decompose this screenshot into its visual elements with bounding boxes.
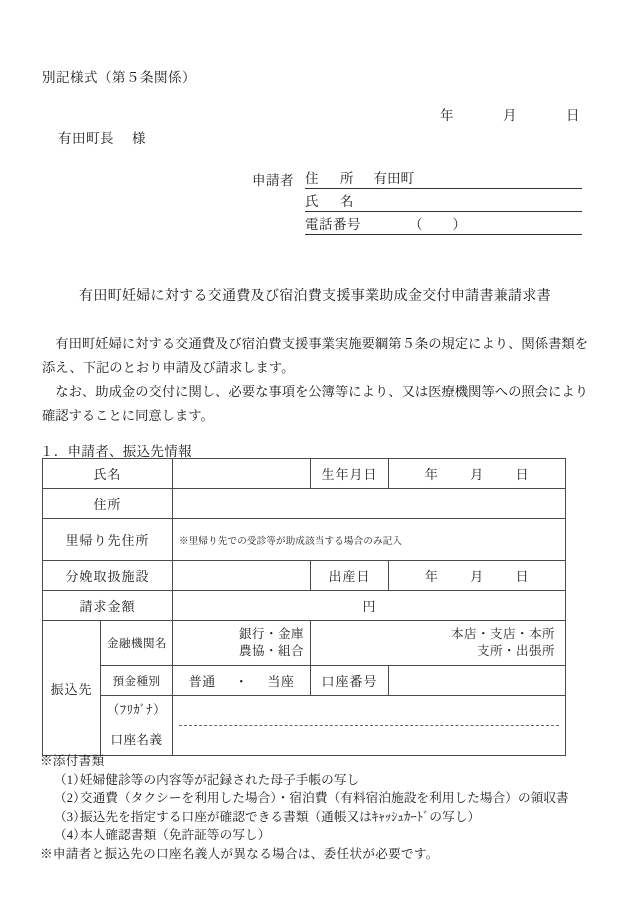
cell-account-holder-labels bbox=[101, 696, 173, 756]
applicant-label: 申請者 bbox=[252, 173, 294, 188]
applicant-address-row bbox=[305, 166, 582, 189]
date-year-label: 年 bbox=[440, 108, 454, 123]
cell-birth-label: 生年月日 bbox=[311, 459, 389, 489]
birthdate-month-label: 月 bbox=[470, 569, 484, 584]
applicant-tel-row bbox=[305, 212, 582, 235]
attachments-footnote: ※申請者と振込先の口座名義人が異なる場合は、委任状が必要です。 bbox=[40, 846, 439, 861]
date-month-label: 月 bbox=[503, 108, 517, 123]
furigana-value[interactable] bbox=[179, 696, 559, 726]
cell-account-number-label: 口座番号 bbox=[311, 666, 389, 696]
cell-birth-value[interactable] bbox=[389, 459, 566, 489]
birth-day-label: 日 bbox=[515, 467, 530, 482]
section-heading: １．申請者、振込先情報 bbox=[40, 444, 192, 459]
attachment-number: （1） bbox=[54, 772, 86, 787]
body-paragraph-1: 有田町妊婦に対する交通費及び宿泊費支援事業実施要綱第５条の規定により、関係書類を添え、下記のとおり申請及び請求します。 bbox=[42, 336, 588, 375]
attachments-list bbox=[40, 771, 596, 845]
list-item bbox=[40, 826, 596, 845]
deposit-separator: ・ bbox=[234, 674, 249, 689]
table-row-bank-name bbox=[43, 621, 566, 666]
attachment-number: （2） bbox=[54, 791, 86, 805]
attachment-text: 振込先を指定する口座が確認できる書類（通帳又はｷｬｯｼｭｶｰﾄﾞの写し） bbox=[80, 809, 481, 824]
account-holder-label: 口座名義 bbox=[110, 732, 163, 747]
date-line bbox=[440, 104, 580, 124]
applicant-info-table bbox=[42, 458, 566, 756]
table-row-address bbox=[43, 489, 566, 519]
list-item bbox=[40, 808, 596, 827]
birthdate-year-label: 年 bbox=[424, 569, 439, 584]
cell-deposit-type-value[interactable] bbox=[173, 666, 311, 696]
deposit-option-futsu[interactable]: 普通 bbox=[188, 674, 216, 689]
table-row-name bbox=[43, 459, 566, 489]
cell-claim-value[interactable]: 円 bbox=[173, 591, 566, 621]
cell-deposit-type-label: 預金種別 bbox=[101, 666, 173, 696]
birthdate-day-label: 日 bbox=[515, 569, 530, 584]
applicant-address-label: 住 所 bbox=[305, 171, 358, 186]
branch-line2: 支所・出張所 bbox=[477, 644, 556, 658]
cell-name-value[interactable] bbox=[173, 459, 311, 489]
document-title: 有田町妊婦に対する交通費及び宿泊費支援事業助成金交付申請書兼請求書 bbox=[79, 289, 551, 304]
list-item bbox=[40, 789, 596, 808]
table-row-claim-amount bbox=[43, 591, 566, 621]
deposit-option-toza[interactable]: 当座 bbox=[267, 674, 295, 689]
cell-birthdate-label: 出産日 bbox=[311, 561, 389, 591]
table-row-account-holder bbox=[43, 696, 566, 756]
attachment-text: 本人確認書類（免許証等の写し） bbox=[80, 828, 271, 842]
applicant-rows bbox=[305, 166, 582, 235]
applicant-address-value[interactable]: 有田町 bbox=[373, 171, 414, 186]
form-number: 別記様式（第５条関係） bbox=[42, 70, 196, 85]
cell-account-holder-value[interactable] bbox=[173, 696, 566, 756]
applicant-tel-paren-close: ） bbox=[452, 217, 466, 232]
addressee bbox=[58, 127, 146, 147]
cell-birthdate-value[interactable] bbox=[389, 561, 566, 591]
cell-facility-value[interactable] bbox=[173, 561, 311, 591]
cell-return-address-note[interactable]: ※里帰り先での受診等が助成該当する場合のみ記入 bbox=[173, 519, 566, 561]
applicant-name-label: 氏 名 bbox=[305, 194, 358, 209]
birth-month-label: 月 bbox=[470, 467, 484, 482]
applicant-tel-paren-open: （ bbox=[409, 217, 453, 232]
list-item bbox=[40, 771, 596, 790]
addressee-honorific: 様 bbox=[132, 131, 146, 146]
attachment-text: 妊婦健診等の内容等が記録された母子手帳の写し bbox=[80, 772, 360, 787]
attachment-text: 交通費（タクシーを利用した場合）・宿泊費（有料宿泊施設を利用した場合）の領収書 bbox=[80, 791, 569, 805]
applicant-tel-label: 電話番号 bbox=[305, 217, 361, 232]
cell-claim-label: 請求金額 bbox=[43, 591, 173, 621]
date-day-label: 日 bbox=[566, 108, 580, 123]
attachments-heading: ※添付書類 bbox=[40, 754, 105, 768]
bank-type-line1: 銀行・金庫 bbox=[239, 627, 305, 641]
cell-facility-label: 分娩取扱施設 bbox=[43, 561, 173, 591]
applicant-name-row bbox=[305, 189, 582, 212]
cell-address-value[interactable] bbox=[173, 489, 566, 519]
cell-address-label: 住所 bbox=[43, 489, 173, 519]
attachment-number: （3） bbox=[54, 809, 86, 824]
table-row-deposit-type bbox=[43, 666, 566, 696]
cell-branch-type[interactable] bbox=[311, 621, 566, 666]
table-row-facility bbox=[43, 561, 566, 591]
cell-return-address-label: 里帰り先住所 bbox=[43, 519, 173, 561]
cell-account-number-value[interactable] bbox=[389, 666, 566, 696]
account-holder-value[interactable] bbox=[179, 726, 559, 755]
cell-name-label: 氏名 bbox=[43, 459, 173, 489]
branch-line1: 本店・支店・本所 bbox=[451, 627, 556, 641]
furigana-label: （ﾌﾘｶﾞﾅ） bbox=[106, 703, 167, 718]
addressee-name: 有田町長 bbox=[58, 131, 114, 146]
birth-year-label: 年 bbox=[424, 467, 439, 482]
table-row-return-address bbox=[43, 519, 566, 561]
attachments-block bbox=[40, 752, 596, 863]
attachment-number: （4） bbox=[54, 828, 86, 842]
cell-transfer-label: 振込先 bbox=[43, 621, 101, 756]
applicant-block bbox=[252, 166, 582, 235]
bank-type-line2: 農協・組合 bbox=[239, 644, 305, 658]
body-paragraph-2: なお、助成金の交付に関し、必要な事項を公簿等により、又は医療機関等への照会により確認することに同意します。 bbox=[42, 384, 588, 423]
cell-bank-name-label: 金融機関名 bbox=[101, 621, 173, 666]
body-text bbox=[42, 332, 588, 428]
cell-bank-name-value[interactable] bbox=[173, 621, 311, 666]
